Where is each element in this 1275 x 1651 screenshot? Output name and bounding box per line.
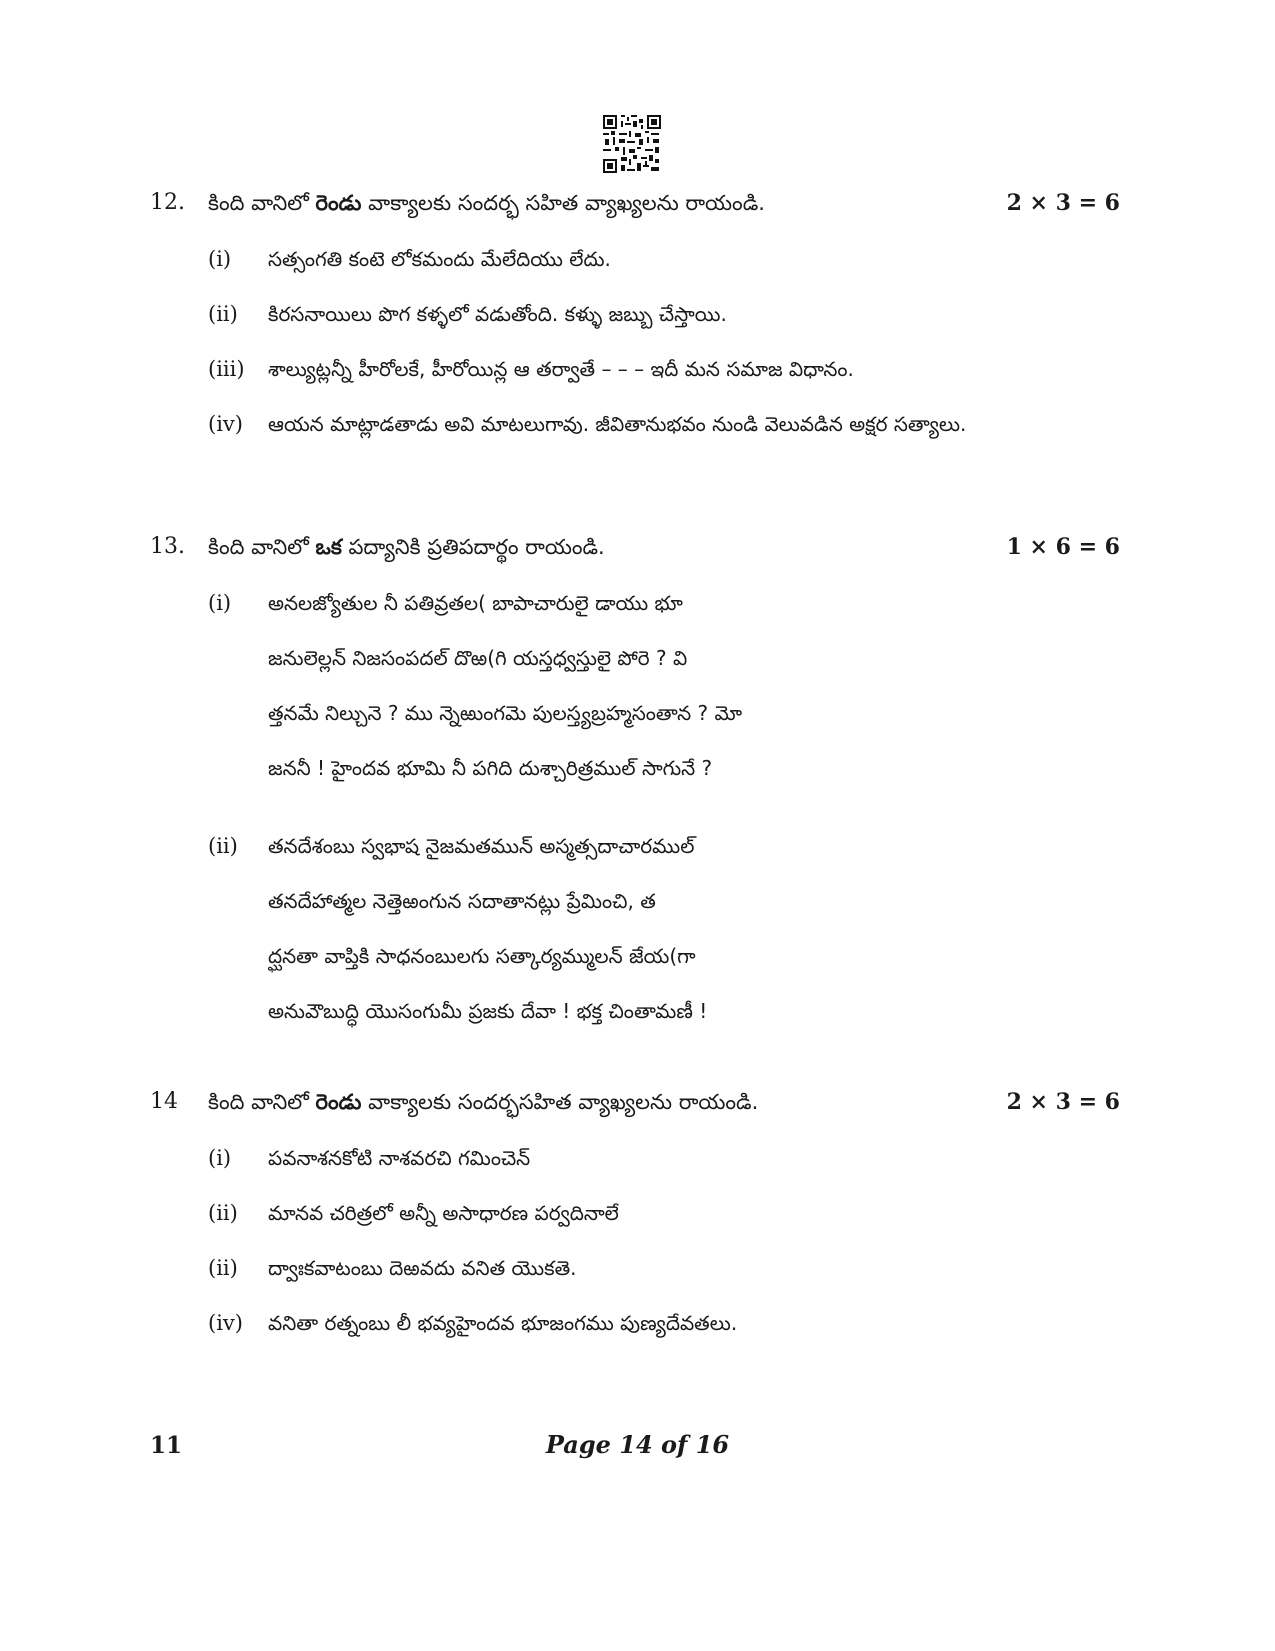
item-label: (iv) [208, 1311, 243, 1335]
question-marks: 2 × 3 = 6 [1006, 1089, 1120, 1115]
item-text: వనితా రత్నంబు లీ భవ్యహైందవ భూజంగము పుణ్యదేవతలు. [268, 1311, 738, 1335]
question-14 [150, 1085, 1120, 1365]
item-label: (ii) [208, 1256, 238, 1280]
question-12-header [150, 186, 1120, 220]
item-text: పవనాశనకోటి నాశవరచి గమించెన్ [268, 1146, 531, 1170]
question-13: 13. కింది వానిలో ఒక పద్యానికి ప్రతిపదార్థం రాయండి. 1 × 6 = 6 (i) అనలజ్యోతుల నీ పతివ్రతల( బాపాచారులై డాయు భూ జనులెల్లన్ నిజసంపదల్ దొఱ(గి యస్తధ్వస్తులై పోరె ? వి త్తనమే నిల్చునె ? ము న్నెఱుంగమె పులస్త్యబ్రహ్మసంతాన ? మో జననీ ! హైందవ భూమి నీ పగిది దుశ్చారిత్రముల్ సాగునే ? (ii) తనదేశంబు స్వభాష నైజమతమున్ అస్మత్సదాచారముల్ తనదేహాత్మల నెత్తెఱంగున సదాతానట్లు ప్రేమించి, త ద్ఘనతా వాప్తికి సాధనంబులగు సత్కార్యమ్ములన్ జేయ(గా అనువౌబుద్ధి యొసంగుమీ ప్రజకు దేవా ! భక్త చింతామణీ ! [150, 530, 1120, 1030]
verse-line: జనులెల్లన్ నిజసంపదల్ దొఱ(గి యస్తధ్వస్తులై పోరె ? వి [268, 646, 688, 670]
question-14-header [150, 1085, 1120, 1119]
item-label: (i) [208, 1146, 232, 1170]
item-label: (ii) [208, 302, 238, 326]
question-marks: 2 × 3 = 6 [1006, 190, 1120, 216]
verse-line: తనదేశంబు స్వభాష నైజమతమున్ అస్మత్సదాచారముల్ [268, 834, 695, 858]
item-label: (ii) [208, 1201, 238, 1225]
item-text: ఆయన మాట్లాడతాడు అవి మాటలుగావు. జీవితానుభవం నుండి వెలువడిన అక్షర సత్యాలు. [268, 412, 967, 436]
item-label: (i) [208, 247, 232, 271]
verse-line: జననీ ! హైందవ భూమి నీ పగిది దుశ్చారిత్రముల్ సాగునే ? [268, 756, 713, 780]
question-instruction: కింది వానిలో ఒక పద్యానికి ప్రతిపదార్థం రాయండి. [208, 535, 605, 559]
item-text: ద్వాఃకవాటంబు దెఱవదు వనిత యొకతె. [268, 1256, 577, 1280]
question-number: 14 [150, 1089, 178, 1114]
item-text: మానవ చరిత్రలో అన్నీ అసాధారణ పర్వదినాలే [268, 1201, 619, 1225]
verse-line: అనువౌబుద్ధి యొసంగుమీ ప్రజకు దేవా ! భక్త చింతామణీ ! [268, 999, 708, 1023]
page-number: Page 14 of 16 [545, 1430, 730, 1459]
item-label: (iv) [208, 412, 243, 436]
item-label: (iii) [208, 357, 245, 381]
question-12 [150, 186, 1120, 446]
question-instruction: కింది వానిలో రెండు వాక్యాలకు సందర్భ సహిత వ్యాఖ్యలను రాయండి. [208, 191, 765, 215]
verse-line: ద్ఘనతా వాప్తికి సాధనంబులగు సత్కార్యమ్ములన్ జేయ(గా [268, 944, 696, 968]
question-number: 12. [150, 190, 185, 215]
qr-code [603, 115, 661, 173]
item-text: సత్సంగతి కంటె లోకమందు మేలేదియు లేదు. [268, 247, 611, 271]
verse-line: తనదేహాత్మల నెత్తెఱంగున సదాతానట్లు ప్రేమించి, త [268, 889, 656, 913]
question-number: 13. [150, 534, 185, 559]
question-instruction: కింది వానిలో రెండు వాక్యాలకు సందర్భసహిత వ్యాఖ్యలను రాయండి. [208, 1090, 759, 1114]
question-marks: 1 × 6 = 6 [1006, 534, 1120, 560]
paper-code: 11 [150, 1432, 183, 1459]
verse-line: అనలజ్యోతుల నీ పతివ్రతల( బాపాచారులై డాయు భూ [268, 591, 683, 615]
verse-line: త్తనమే నిల్చునె ? ము న్నెఱుంగమె పులస్త్యబ్రహ్మసంతాన ? మో [268, 701, 743, 725]
item-text: కిరసనాయిలు పొగ కళ్ళలో వడుతోంది. కళ్ళు జబ్బు చేస్తాయి. [268, 302, 727, 326]
item-text: శాల్యుట్లన్నీ హీరోలకే, హీరోయిన్ల ఆ తర్వాతే – – – ఇదీ మన సమాజ విధానం. [268, 357, 854, 381]
question-13-header [150, 530, 1120, 564]
